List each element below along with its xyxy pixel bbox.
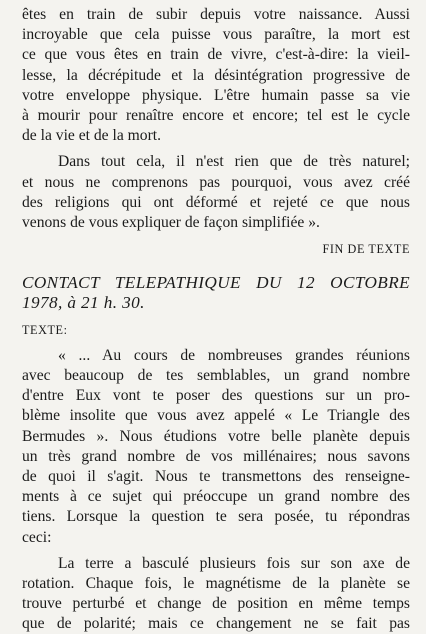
- text-line: trouve perturbé et change de position en même temps: [22, 595, 410, 613]
- heading-line: CONTACT TELEPATHIQUE DU 12 OCTOBRE: [22, 273, 410, 293]
- text-line: Dans tout cela, il n'est rien que de très naturel;: [58, 153, 410, 171]
- text-line: lesse, la décrépitude et la désintégration progressive de: [22, 66, 410, 84]
- paragraph-3: [22, 346, 410, 548]
- text-line: ceci:: [22, 528, 52, 546]
- text-line: « ... Au cours de nombreuses grandes réunions: [58, 346, 410, 364]
- heading-line: 1978, à 21 h. 30.: [22, 293, 145, 313]
- text-line: Bermudes ». Nous étudions votre belle planète depuis: [22, 427, 410, 445]
- text-line: ce que vous êtes en train de vivre, c'est-à-dire: la vieil-: [22, 46, 410, 64]
- text-line: et nous ne comprenons pas pourquoi, vous avez créé: [22, 173, 410, 191]
- text-line: d'entre Eux vont te poser des questions sur un pro-: [22, 387, 410, 405]
- text-line: blème insolite que vous avez appelé « Le Triangle des: [22, 407, 410, 425]
- text-line: êtes en train de subir depuis votre naissance. Aussi: [22, 6, 410, 23]
- text-line: venons de vous expliquer de façon simplifiée ».: [22, 213, 320, 231]
- end-of-text-marker: FIN DE TEXTE: [322, 242, 410, 257]
- text-line: ments à ce sujet qui préoccupe un grand nombre des: [22, 488, 410, 506]
- text-line: des religions qui ont déformé et rejeté ce que nous: [22, 193, 410, 211]
- text-label: TEXTE:: [22, 322, 68, 337]
- text-line: que de polarité; mais ce changement ne se fait pas: [22, 615, 410, 633]
- text-line: de quoi il s'agit. Nous te transmettons des renseigne-: [22, 467, 410, 485]
- text-line: de la vie et de la mort.: [22, 127, 161, 145]
- paragraph-4: [22, 554, 410, 634]
- text-line: un très grand nombre de vos millénaires; nous savons: [22, 447, 410, 465]
- text-line: votre enveloppe physique. L'être humain passe sa vie: [22, 86, 410, 104]
- text-line: incroyable que cela puisse vous paraître, la mort est: [22, 26, 410, 44]
- text-line: à mourir pour renaître encore et encore; tel est le cycle: [22, 106, 410, 124]
- text-line: avec beaucoup de tes semblables, un grand nombre: [22, 367, 410, 384]
- paragraph-2: [22, 152, 410, 233]
- text-line: rotation. Chaque fois, le magnétisme de la planète se: [22, 574, 410, 592]
- section-heading: [22, 273, 410, 313]
- text-line: tiens. Lorsque la question te sera posée, tu répondras: [22, 508, 410, 526]
- text-line: La terre a basculé plusieurs fois sur son axe de: [58, 554, 410, 572]
- paragraph-1: [22, 5, 410, 146]
